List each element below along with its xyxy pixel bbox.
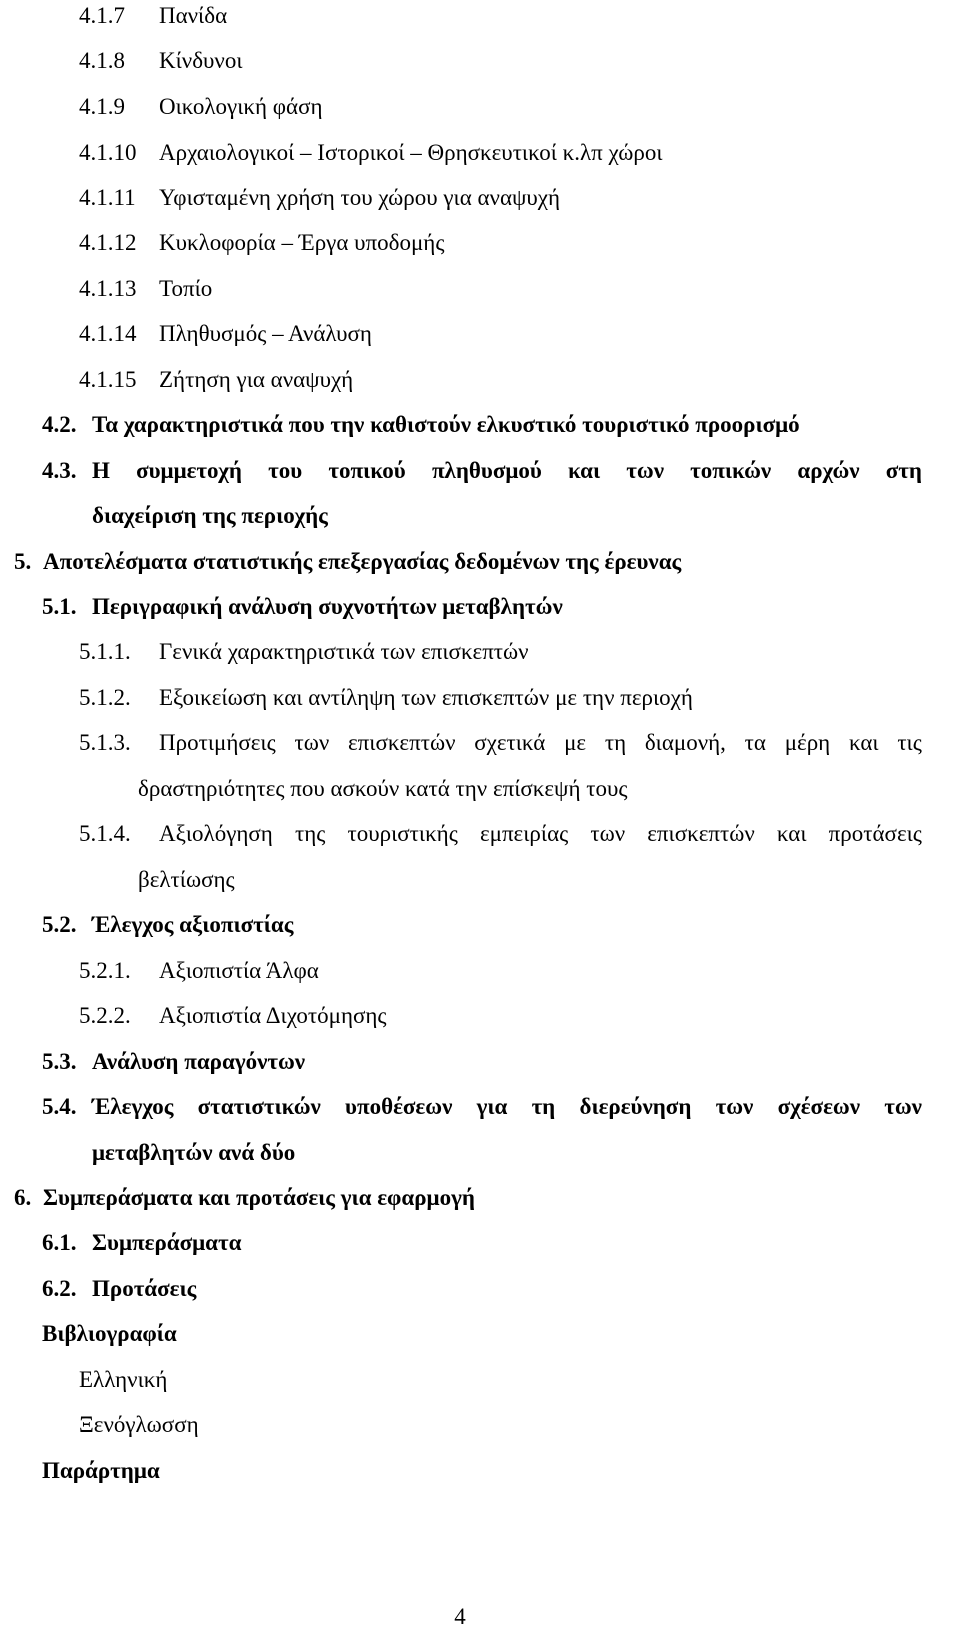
toc-entry-title: Αρχαιολογικοί – Ιστορικοί – Θρησκευτικοί κ.λπ χώροι <box>159 140 663 165</box>
toc-entry-number: 4.1.7 <box>79 3 125 28</box>
toc-word: Προτιμήσεις <box>159 730 276 755</box>
toc-word: προτάσεις <box>828 821 922 846</box>
toc-entry-number: 5.1. <box>42 594 77 619</box>
toc-entry-title <box>159 731 922 754</box>
toc-entry-title: Προτάσεις <box>92 1276 197 1301</box>
toc-entry-title: Εξοικείωση και αντίληψη των επισκεπτών με την περιοχή <box>159 685 693 710</box>
toc-entry-title-continued: δραστηριότητες που ασκούν κατά την επίσκεψή τους <box>138 776 628 801</box>
toc-entry-number: 5.3. <box>42 1049 77 1074</box>
toc-entry-title <box>159 822 922 845</box>
toc-word: και <box>776 821 807 846</box>
toc-word: συμμετοχή <box>136 458 242 483</box>
toc-entry-title: Υφισταμένη χρήση του χώρου για αναψυχή <box>159 185 561 210</box>
toc-word: αρχών <box>797 458 860 483</box>
toc-entry-title: Περιγραφική ανάλυση συχνοτήτων μεταβλητών <box>92 594 563 619</box>
toc-entry-title: Αποτελέσματα στατιστικής επεξεργασίας δεδομένων της έρευνας <box>43 549 682 574</box>
toc-word: της <box>294 821 326 846</box>
toc-entry-title: Οικολογική φάση <box>159 94 323 119</box>
toc-entry-title: Συμπεράσματα <box>92 1230 242 1255</box>
toc-entry-title-continued: μεταβλητών ανά δύο <box>92 1140 296 1165</box>
toc-entry-number: 5.1.1. <box>79 639 131 664</box>
toc-entry-number: 5.1.4. <box>79 821 131 846</box>
toc-word: μέρη <box>784 730 831 755</box>
toc-word: στατιστικών <box>197 1094 321 1119</box>
toc-entry-title <box>92 1095 922 1118</box>
toc-word: επισκεπτών <box>647 821 755 846</box>
toc-entry-title: Ελληνική <box>79 1367 168 1392</box>
toc-entry-title: Γενικά χαρακτηριστικά των επισκεπτών <box>159 639 529 664</box>
toc-entry-title: Πληθυσμός – Ανάλυση <box>159 321 372 346</box>
toc-entry-number: 6.1. <box>42 1230 77 1255</box>
toc-word: τουριστικής <box>347 821 458 846</box>
toc-entry-title: Ξενόγλωσση <box>79 1412 199 1437</box>
toc-word: των <box>590 821 626 846</box>
toc-word: με <box>564 730 587 755</box>
toc-word: των <box>294 730 330 755</box>
toc-entry-number: 4.1.15 <box>79 367 137 392</box>
toc-entry-number: 5.2. <box>42 912 77 937</box>
toc-entry-number: 5.2.2. <box>79 1003 131 1028</box>
toc-word: για <box>476 1094 508 1119</box>
toc-entry-title: Τοπίο <box>159 276 213 301</box>
toc-word: τοπικού <box>328 458 406 483</box>
toc-entry-title-continued: διαχείριση της περιοχής <box>92 503 328 528</box>
toc-word: τοπικών <box>690 458 772 483</box>
toc-entry-title: Πανίδα <box>159 3 228 28</box>
toc-entry-title: Έλεγχος αξιοπιστίας <box>92 912 294 937</box>
toc-word: διαμονή, <box>644 730 726 755</box>
toc-entry-title: Αξιοπιστία Διχοτόμησης <box>159 1003 387 1028</box>
toc-entry-number: 4.1.8 <box>79 48 125 73</box>
toc-word: των <box>715 1094 754 1119</box>
toc-word: των <box>884 1094 922 1119</box>
toc-word: του <box>268 458 303 483</box>
toc-entry-title: Συμπεράσματα και προτάσεις για εφαρμογή <box>43 1185 475 1210</box>
toc-entry-number: 5.4. <box>42 1094 77 1119</box>
toc-entry-number: 4.1.10 <box>79 140 137 165</box>
toc-entry-number: 5.1.3. <box>79 730 131 755</box>
toc-word: τη <box>604 730 627 755</box>
toc-entry-title: Κίνδυνοι <box>159 48 243 73</box>
toc-word: Έλεγχος <box>92 1094 174 1119</box>
toc-entry-title-continued: βελτίωσης <box>138 867 235 892</box>
toc-entry-number: 5. <box>14 549 32 574</box>
toc-entry-number: 4.1.9 <box>79 94 125 119</box>
toc-word: τη <box>531 1094 556 1119</box>
toc-word: και <box>848 730 879 755</box>
toc-word: πληθυσμού <box>431 458 542 483</box>
toc-entry-title: Ζήτηση για αναψυχή <box>159 367 354 392</box>
toc-word: Η <box>92 458 110 483</box>
toc-word: υποθέσεων <box>345 1094 453 1119</box>
toc-entry-number: 4.1.13 <box>79 276 137 301</box>
toc-entry-number: 4.1.14 <box>79 321 137 346</box>
toc-word: διερεύνηση <box>579 1094 692 1119</box>
toc-word: τις <box>897 730 922 755</box>
toc-word: σχέσεων <box>777 1094 860 1119</box>
toc-entry-number: 4.1.12 <box>79 230 137 255</box>
toc-entry-number: 4.3. <box>42 458 77 483</box>
toc-word: και <box>568 458 601 483</box>
toc-entry-title: Ανάλυση παραγόντων <box>92 1049 306 1074</box>
page-number: 4 <box>454 1604 466 1629</box>
toc-word: εμπειρίας <box>479 821 569 846</box>
toc-word: σχετικά <box>474 730 546 755</box>
toc-entry-title: Παράρτημα <box>42 1458 160 1483</box>
toc-entry-title: Αξιοπιστία Άλφα <box>159 958 319 983</box>
toc-entry-number: 4.2. <box>42 412 77 437</box>
toc-word: Αξιολόγηση <box>159 821 273 846</box>
toc-entry-title <box>92 459 922 482</box>
toc-entry-title: Κυκλοφορία – Έργα υποδομής <box>159 230 445 255</box>
toc-entry-number: 6.2. <box>42 1276 77 1301</box>
toc-word: των <box>626 458 664 483</box>
toc-entry-number: 5.1.2. <box>79 685 131 710</box>
toc-word: στη <box>885 458 922 483</box>
toc-entry-number: 6. <box>14 1185 32 1210</box>
toc-entry-title: Τα χαρακτηριστικά που την καθιστούν ελκυστικό τουριστικό προορισμό <box>92 412 800 437</box>
toc-entry-number: 5.2.1. <box>79 958 131 983</box>
toc-entry-number: 4.1.11 <box>79 185 136 210</box>
toc-entry-title: Βιβλιογραφία <box>42 1321 177 1346</box>
toc-word: επισκεπτών <box>347 730 456 755</box>
toc-word: τα <box>744 730 766 755</box>
